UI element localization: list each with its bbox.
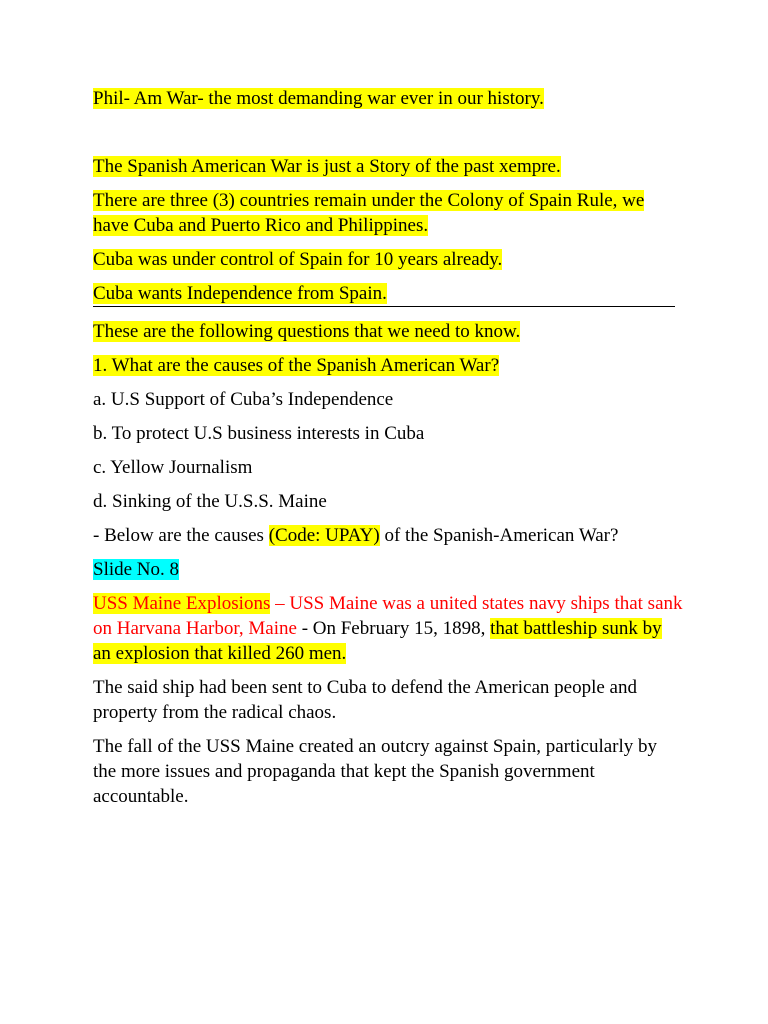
maine-highlight: that battleship sunk by an explosion that killed 260 men. (93, 618, 662, 664)
paragraph-cuba-control (93, 247, 683, 272)
answer-b: b. To protect U.S business interests in Cuba (93, 423, 425, 444)
paragraph-following-questions (93, 319, 683, 344)
highlighted-text: Cuba was under control of Spain for 10 years already. (93, 249, 503, 270)
document-body (93, 86, 683, 809)
answer-d: d. Sinking of the U.S.S. Maine (93, 491, 327, 512)
paragraph-spanish-american-war (93, 154, 683, 179)
paragraph-ship-sent: The said ship had been sent to Cuba to defend the American people and property from the radical chaos. (93, 677, 637, 723)
highlighted-text: 1. What are the causes of the Spanish American War? (93, 355, 500, 376)
question-1 (93, 353, 683, 378)
paragraph-three-countries (93, 188, 683, 238)
maine-title: USS Maine Explosions (93, 593, 271, 614)
paragraph-cuba-independence (93, 281, 683, 306)
slide-number (93, 557, 683, 582)
highlighted-text: The Spanish American War is just a Story of the past xempre. (93, 156, 561, 177)
highlighted-text: Cuba wants Independence from Spain. (93, 283, 387, 304)
maine-date: - On February 15, 1898, (296, 618, 491, 639)
highlighted-text: These are the following questions that we need to know. (93, 321, 521, 342)
highlighted-text: Phil- Am War- the most demanding war ever in our history. (93, 88, 544, 109)
horizontal-rule (93, 306, 675, 307)
paragraph-fall-of-maine: The fall of the USS Maine created an outcry against Spain, particularly by the more issues and propaganda that kept the Spanish government accountable. (93, 736, 658, 807)
maine-description: – USS Maine was a united states navy ships that sank on Harvana Harbor, Maine (93, 593, 683, 639)
highlighted-text: There are three (3) countries remain under the Colony of Spain Rule, we have Cuba and Puerto Rico and Philippines. (93, 190, 645, 236)
answer-c: c. Yellow Journalism (93, 457, 253, 478)
paragraph-phil-am-war (93, 86, 683, 111)
causes-text-suffix: of the Spanish-American War? (379, 525, 619, 546)
causes-code-highlight: (Code: UPAY) (268, 525, 380, 546)
paragraph-uss-maine (93, 591, 683, 666)
paragraph-causes-code (93, 523, 683, 548)
slide-number-highlight: Slide No. 8 (93, 559, 180, 580)
causes-text-prefix: - Below are the causes (93, 525, 269, 546)
answer-a: a. U.S Support of Cuba’s Independence (93, 389, 394, 410)
